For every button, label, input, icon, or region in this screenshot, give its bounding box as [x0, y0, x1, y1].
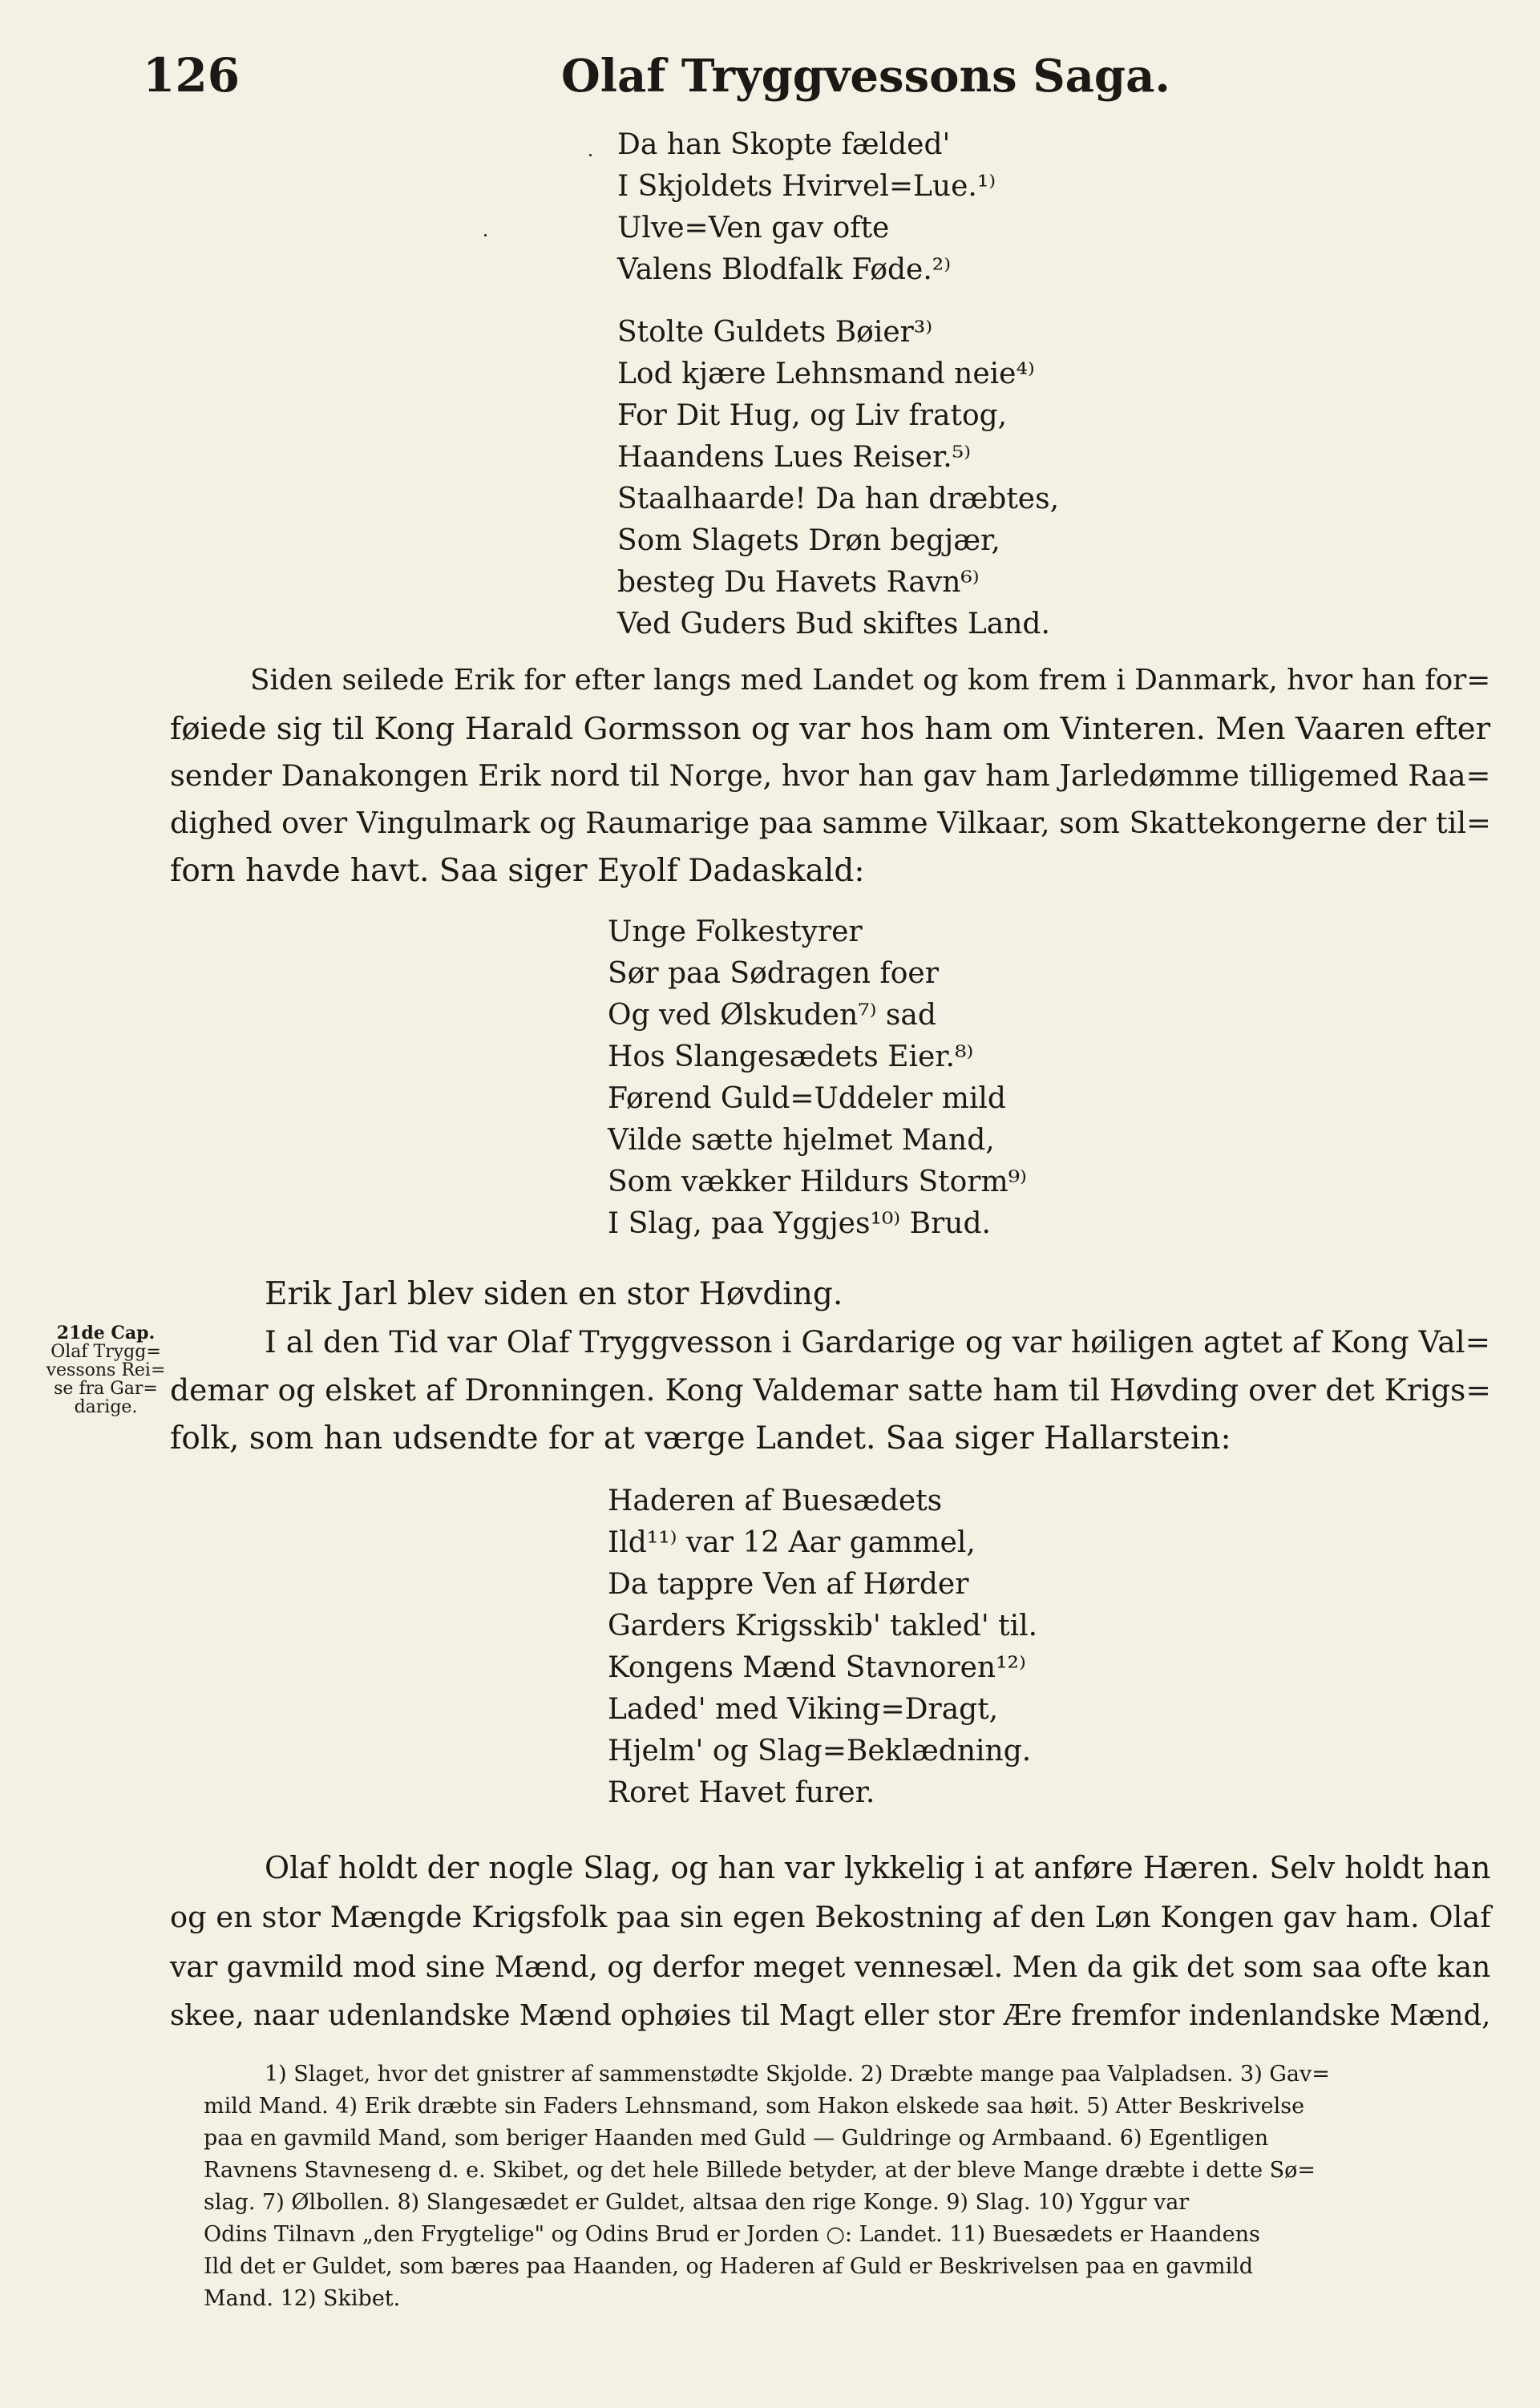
footnote-line: paa en gavmild Mand, som beriger Haanden med Guld — Guldringe og Armbaand. 6) Egentligen	[204, 2126, 1269, 2151]
verse-line: Hjelm' og Slag=Beklædning.	[608, 1735, 1032, 1768]
print-mark	[484, 234, 487, 236]
verse-line: Som Slagets Drøn begjær,	[617, 524, 1000, 557]
verse-line: I Slag, paa Yggjes¹⁰⁾ Brud.	[608, 1207, 991, 1240]
verse-line: Lod kjære Lehnsmand neie⁴⁾	[617, 358, 1035, 390]
footnote-line: Odins Tilnavn „den Frygtelige" og Odins Brud er Jorden ○: Landet. 11) Buesædets er Haandens	[204, 2222, 1260, 2247]
footnote-line: Ravnens Stavneseng d. e. Skibet, og det hele Billede betyder, at der bleve Mange dræbte i dette Sø=	[204, 2158, 1316, 2183]
print-mark	[589, 154, 592, 156]
verse-line: Roret Havet furer.	[608, 1776, 875, 1809]
verse-line: Hos Slangesædets Eier.⁸⁾	[608, 1040, 974, 1073]
verse-line: Haderen af Buesædets	[608, 1485, 943, 1517]
prose-line: føiede sig til Kong Harald Gormsson og var hos ham om Vinteren. Men Vaaren efter	[170, 711, 1491, 747]
verse-line: Og ved Ølskuden⁷⁾ sad	[608, 999, 936, 1032]
prose-line: forn havde havt. Saa siger Eyolf Dadaskald:	[170, 853, 865, 889]
margin-note-line: 21de Cap.	[56, 1323, 156, 1343]
prose-line: demar og elsket af Dronningen. Kong Valdemar satte ham til Høvding over det Krigs=	[170, 1372, 1491, 1408]
margin-note-line: Olaf Trygg=	[51, 1342, 161, 1362]
footnote-line: slag. 7) Ølbollen. 8) Slangesædet er Guldet, altsaa den rige Konge. 9) Slag. 10) Yggur var	[204, 2190, 1190, 2215]
prose-line: Siden seilede Erik for efter langs med Landet og kom frem i Danmark, hvor han for=	[250, 664, 1491, 697]
prose-line: Erik Jarl blev siden en stor Høvding.	[265, 1276, 843, 1312]
verse-line: Vilde sætte hjelmet Mand,	[608, 1124, 995, 1157]
running-title: Olaf Tryggvessons Saga.	[561, 50, 1170, 103]
footnote-line: Mand. 12) Skibet.	[204, 2286, 401, 2311]
verse-line: Haandens Lues Reiser.⁵⁾	[617, 441, 971, 474]
prose-line: I al den Tid var Olaf Tryggvesson i Gardarige og var høiligen agtet af Kong Val=	[265, 1324, 1491, 1360]
verse-line: I Skjoldets Hvirvel=Lue.¹⁾	[617, 170, 996, 203]
verse-line: Kongens Mænd Stavnoren¹²⁾	[608, 1651, 1026, 1684]
footnote-line: Ild det er Guldet, som bæres paa Haanden, og Haderen af Guld er Beskrivelsen paa en gavmild	[204, 2254, 1254, 2279]
prose-line: var gavmild mod sine Mænd, og derfor meget vennesæl. Men da gik det som saa ofte kan	[170, 1949, 1491, 1984]
prose-line: Olaf holdt der nogle Slag, og han var lykkelig i at anføre Hæren. Selv holdt han	[265, 1850, 1491, 1885]
prose-line: dighed over Vingulmark og Raumarige paa samme Vilkaar, som Skattekongerne der til=	[170, 806, 1491, 840]
verse-line: Staalhaarde! Da han dræbtes,	[617, 483, 1060, 515]
margin-note-line: vessons Rei=	[46, 1360, 166, 1380]
verse-line: Da tappre Ven af Hørder	[608, 1568, 969, 1601]
verse-line: For Dit Hug, og Liv fratog,	[617, 399, 1008, 432]
prose-line: skee, naar udenlandske Mænd ophøies til Magt eller stor Ære fremfor indenlandske Mænd,	[170, 1999, 1491, 2032]
footnote-line: mild Mand. 4) Erik dræbte sin Faders Lehnsmand, som Hakon elskede saa høit. 5) Atter Beskrivelse	[204, 2094, 1305, 2119]
verse-line: Ulve=Ven gav ofte	[617, 212, 890, 244]
verse-line: Unge Folkestyrer	[608, 915, 863, 948]
verse-line: Førend Guld=Uddeler mild	[608, 1082, 1006, 1115]
verse-line: Da han Skopte fælded'	[617, 128, 951, 161]
verse-line: Sør paa Sødragen foer	[608, 957, 939, 990]
prose-line: folk, som han udsendte for at værge Landet. Saa siger Hallarstein:	[170, 1420, 1231, 1457]
verse-line: Stolte Guldets Bøier³⁾	[617, 316, 933, 349]
margin-note-line: darige.	[74, 1397, 138, 1417]
margin-note-line: se fra Gar=	[54, 1379, 158, 1399]
page-number: 126	[143, 48, 240, 103]
verse-line: Valens Blodfalk Føde.²⁾	[617, 253, 952, 286]
verse-line: Garders Krigsskib' takled' til.	[608, 1610, 1038, 1642]
verse-line: Ild¹¹⁾ var 12 Aar gammel,	[608, 1526, 976, 1559]
prose-line: og en stor Mængde Krigsfolk paa sin egen Bekostning af den Løn Kongen gav ham. Olaf	[170, 1900, 1491, 1934]
verse-line: Ved Guders Bud skiftes Land.	[617, 608, 1050, 640]
prose-line: sender Danakongen Erik nord til Norge, hvor han gav ham Jarledømme tilligemed Raa=	[170, 758, 1491, 793]
page-header	[0, 42, 1540, 114]
margin-chapter-note	[42, 1324, 170, 1416]
verse-line: Laded' med Viking=Dragt,	[608, 1693, 999, 1726]
verse-line: besteg Du Havets Ravn⁶⁾	[617, 566, 980, 599]
verse-line: Som vækker Hildurs Storm⁹⁾	[608, 1166, 1027, 1198]
footnote-line: 1) Slaget, hvor det gnistrer af sammenstødte Skjolde. 2) Dræbte mange paa Valpladsen. 3) Gav=	[265, 2062, 1330, 2087]
